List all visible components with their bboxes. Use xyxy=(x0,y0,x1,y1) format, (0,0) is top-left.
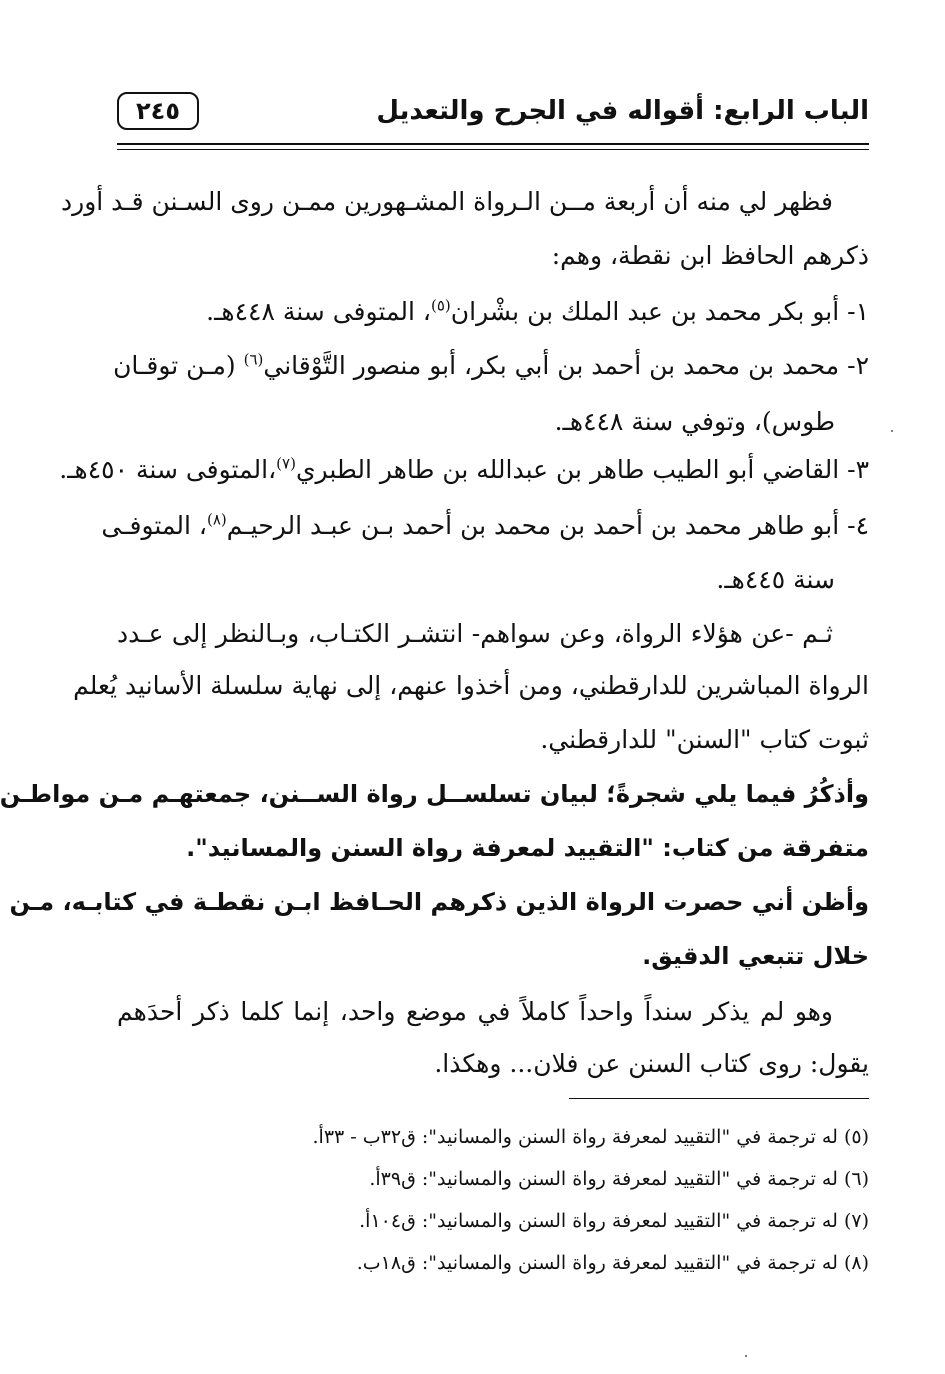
list-item xyxy=(117,292,869,332)
paragraph-line: فظهر لي منه أن أربعة مــن الـرواة المشـهورين ممـن روى السـنن قـد أورد xyxy=(61,187,833,216)
paragraph-line: ثبوت كتاب "السنن" للدارقطني. xyxy=(540,725,869,754)
chapter-title: الباب الرابع: أقواله في الجرح والتعديل xyxy=(376,96,869,126)
paragraph-line: ثـم -عن هؤلاء الرواة، وعن سواهم- انتشـر الكتـاب، وبـالنظر إلى عـدد xyxy=(117,619,833,648)
paragraph-line: الرواة المباشرين للدارقطني، ومن أخذوا عنهم، إلى نهاية سلسلة الأسانيد يُعلم xyxy=(73,671,869,700)
page-number: ٢٤٥ xyxy=(117,92,199,130)
header-rule xyxy=(117,143,869,145)
list-item-continuation: سنة ٤٤٥هـ. xyxy=(716,565,835,594)
footnote-ref: (٧) xyxy=(276,454,296,473)
bold-paragraph-line: متفرقة من كتاب: "التقييد لمعرفة رواة السنن والمسانيد". xyxy=(186,834,869,862)
list-item xyxy=(59,450,869,490)
list-item-text: ، المتوفـى xyxy=(101,511,207,540)
bold-paragraph-line: خلال تتبعي الدقيق. xyxy=(642,942,869,970)
running-header xyxy=(117,92,869,138)
footnote-separator xyxy=(569,1098,869,1099)
list-item-text: ٢- محمد بن محمد بن أحمد بن أبي بكر، أبو منصور التَّوْقاني xyxy=(263,351,869,380)
list-item xyxy=(101,506,869,546)
list-item-text: ،المتوفى سنة ٤٥٠هـ. xyxy=(59,455,277,484)
list-item xyxy=(113,346,869,386)
list-item-text: ٤- أبو طاهر محمد بن أحمد بن محمد بن أحمد بـن عبـد الرحيـم xyxy=(226,511,869,540)
footnote: (٧) له ترجمة في "التقييد لمعرفة رواة السنن والمسانيد": ق١٠٤أ. xyxy=(359,1210,869,1232)
footnote-ref: (٥) xyxy=(430,296,451,315)
paragraph-line: وهو لم يذكر سنداً واحداً كاملاً في موضع واحد، إنما كلما ذكر أحدَهم xyxy=(117,997,833,1026)
list-item-text: ١- أبو بكر محمد بن عبد الملك بن بشْران xyxy=(450,297,869,326)
list-item-text: (مـن توقـان xyxy=(113,351,244,380)
header-rule-thin xyxy=(117,149,869,150)
footnote: (٥) له ترجمة في "التقييد لمعرفة رواة السنن والمسانيد": ق٣٢ب - ٣٣أ. xyxy=(312,1126,869,1148)
scan-speck xyxy=(891,430,893,432)
footnote-ref: (٨) xyxy=(206,510,227,529)
footnote-ref: (٦) xyxy=(243,350,264,369)
bold-paragraph-line: وأظن أني حصرت الرواة الذين ذكرهم الحـافظ ابـن نقطـة في كتابـه، مـن xyxy=(9,888,869,916)
bold-paragraph-line: وأذكُرُ فيما يلي شجرةً؛ لبيان تسلســل رواة الســنن، جمعتهـم مـن مواطـن xyxy=(0,780,869,808)
footnote: (٦) له ترجمة في "التقييد لمعرفة رواة السنن والمسانيد": ق٣٩أ. xyxy=(369,1168,869,1190)
list-item-continuation: طوس)، وتوفي سنة ٤٤٨هـ. xyxy=(554,407,835,436)
footnote: (٨) له ترجمة في "التقييد لمعرفة رواة السنن والمسانيد": ق١٨ب. xyxy=(356,1252,869,1274)
paragraph-line: يقول: روى كتاب السنن عن فلان... وهكذا. xyxy=(434,1049,869,1078)
paragraph-line: ذكرهم الحافظ ابن نقطة، وهم: xyxy=(551,241,869,270)
list-item-text: ، المتوفى سنة ٤٤٨هـ. xyxy=(206,297,431,326)
scan-speck xyxy=(745,1355,747,1357)
list-item-text: ٣- القاضي أبو الطيب طاهر بن عبدالله بن طاهر الطبري xyxy=(295,455,869,484)
